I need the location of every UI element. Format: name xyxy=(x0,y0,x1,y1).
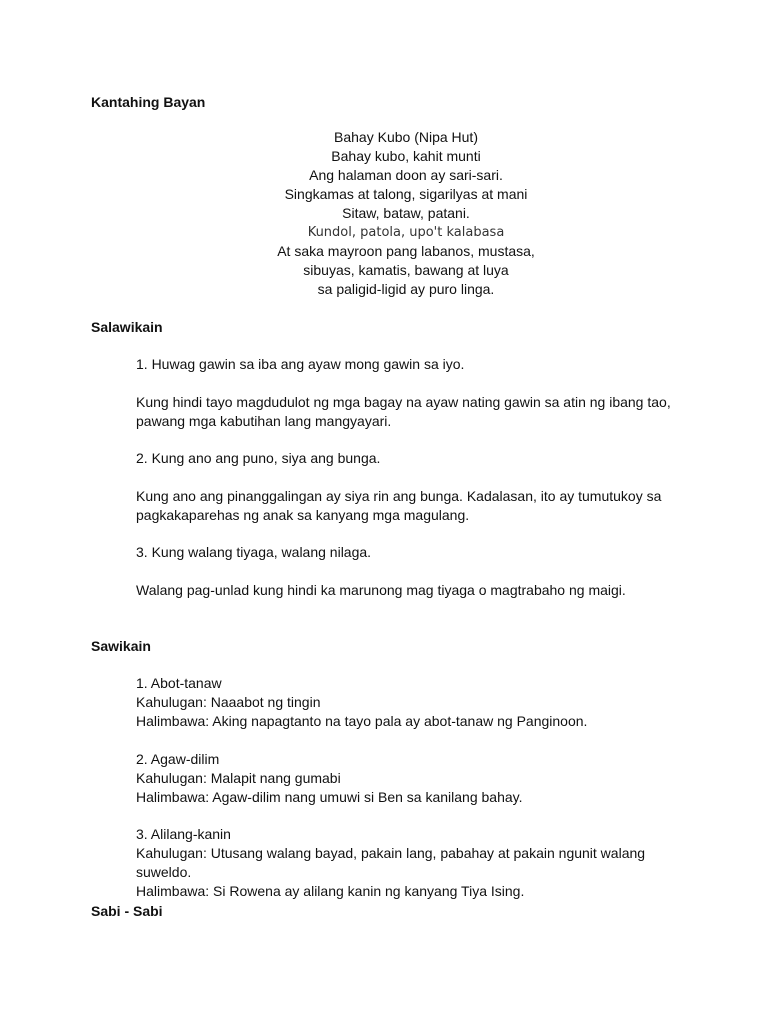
heading-salawikain: Salawikain xyxy=(91,319,163,335)
salawikain-item-2 xyxy=(136,449,696,468)
poem-line: Sitaw, bataw, patani. xyxy=(342,205,470,221)
idiom-meaning: Kahulugan: Naaabot ng tingin xyxy=(136,694,321,710)
poem-bahay-kubo xyxy=(200,128,612,299)
poem-line: Singkamas at talong, sigarilyas at mani xyxy=(284,186,528,202)
proverb: 1. Huwag gawin sa iba ang ayaw mong gawin sa iyo. xyxy=(136,356,465,372)
sawikain-item-1 xyxy=(136,674,696,731)
explanation-line: Walang pag-unlad kung hindi ka marunong mag tiyaga o magtrabaho ng maigi. xyxy=(136,582,626,598)
idiom-term: 1. Abot-tanaw xyxy=(136,675,222,691)
heading-sawikain: Sawikain xyxy=(91,638,151,654)
explanation-line: pawang mga kabutihan lang mangyayari. xyxy=(136,413,392,429)
poem-line: Ang halaman doon ay sari-sari. xyxy=(309,167,503,183)
poem-line: Bahay kubo, kahit munti xyxy=(331,148,481,164)
idiom-term: 2. Agaw-dilim xyxy=(136,751,220,767)
poem-line: Bahay Kubo (Nipa Hut) xyxy=(334,129,478,145)
poem-line: sibuyas, kamatis, bawang at luya xyxy=(303,262,509,278)
proverb: 2. Kung ano ang puno, siya ang bunga. xyxy=(136,450,381,466)
idiom-term: 3. Alilang-kanin xyxy=(136,826,231,842)
idiom-example: Halimbawa: Agaw-dilim nang umuwi si Ben sa kanilang bahay. xyxy=(136,789,523,805)
poem-line: At saka mayroon pang labanos, mustasa, xyxy=(277,243,535,259)
salawikain-explanation-2 xyxy=(136,487,696,525)
idiom-meaning: Kahulugan: Utusang walang bayad, pakain lang, pabahay at pakain ngunit walang xyxy=(136,845,646,861)
poem-line: Kundol, patola, upo't kalabasa xyxy=(307,225,505,240)
idiom-meaning: Kahulugan: Malapit nang gumabi xyxy=(136,770,341,786)
sawikain-item-2 xyxy=(136,750,696,807)
heading-sabi-sabi: Sabi - Sabi xyxy=(91,903,163,919)
heading-kantahing-bayan: Kantahing Bayan xyxy=(91,94,206,110)
explanation-line: Kung ano ang pinanggalingan ay siya rin ang bunga. Kadalasan, ito ay tumutukoy sa xyxy=(136,488,662,504)
idiom-example: Halimbawa: Si Rowena ay alilang kanin ng kanyang Tiya Ising. xyxy=(136,883,525,899)
proverb: 3. Kung walang tiyaga, walang nilaga. xyxy=(136,544,372,560)
explanation-line: pagkakaparehas ng anak sa kanyang mga magulang. xyxy=(136,507,470,523)
sawikain-item-3 xyxy=(136,825,696,901)
salawikain-item-1 xyxy=(136,355,696,374)
idiom-example: Halimbawa: Aking napagtanto na tayo pala ay abot-tanaw ng Panginoon. xyxy=(136,713,588,729)
salawikain-item-3 xyxy=(136,543,696,562)
poem-line: sa paligid-ligid ay puro linga. xyxy=(317,281,495,297)
salawikain-explanation-3 xyxy=(136,581,696,600)
salawikain-explanation-1 xyxy=(136,393,696,431)
idiom-meaning: suweldo. xyxy=(136,864,192,880)
explanation-line: Kung hindi tayo magdudulot ng mga bagay na ayaw nating gawin sa atin ng ibang tao, xyxy=(136,394,671,410)
